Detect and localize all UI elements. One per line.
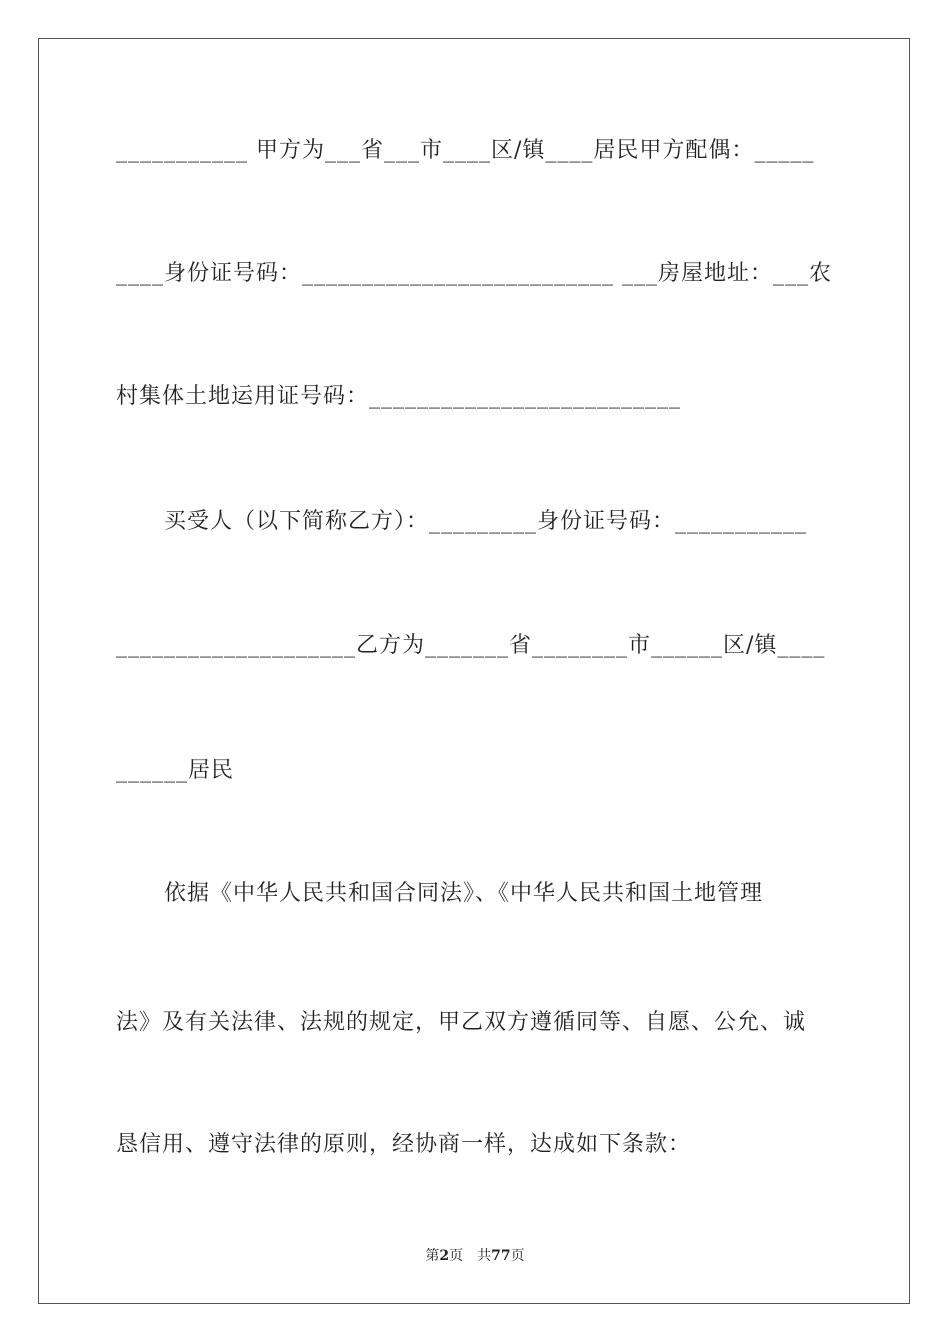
text-line-1: ___________ 甲方为___省___市____区/镇____居民甲方配偶：_____ — [116, 138, 815, 163]
text-line-9: 恳信用、遵守法律的原则，经协商一样，达成如下条款： — [116, 1132, 692, 1157]
text-line-5: ____________________乙方为_______省________市______区/镇____ — [116, 633, 826, 658]
text-line-3: 村集体土地运用证号码：__________________________ — [116, 384, 682, 409]
text-line-6: ______居民 — [116, 758, 235, 783]
footer-prefix: 第 — [425, 1248, 440, 1264]
current-page-number: 2 — [439, 1248, 450, 1264]
text-line-4: 买受人（以下简称乙方）：_________身份证号码：___________ — [164, 509, 808, 534]
footer-mid: 页 共 — [449, 1248, 492, 1264]
text-line-7: 依据《中华人民共和国合同法》、《中华人民共和国土地管理 — [164, 881, 764, 906]
text-line-2: ____身份证号码：__________________________ ___房屋地址：___农 — [116, 261, 832, 286]
text-line-8: 法》及有关法律、法规的规定，甲乙双方遵循同等、自愿、公允、诚 — [116, 1010, 807, 1035]
page-footer — [0, 1246, 950, 1266]
footer-suffix: 页 — [510, 1248, 525, 1264]
document-page — [38, 38, 910, 1304]
total-page-count: 77 — [491, 1248, 511, 1264]
